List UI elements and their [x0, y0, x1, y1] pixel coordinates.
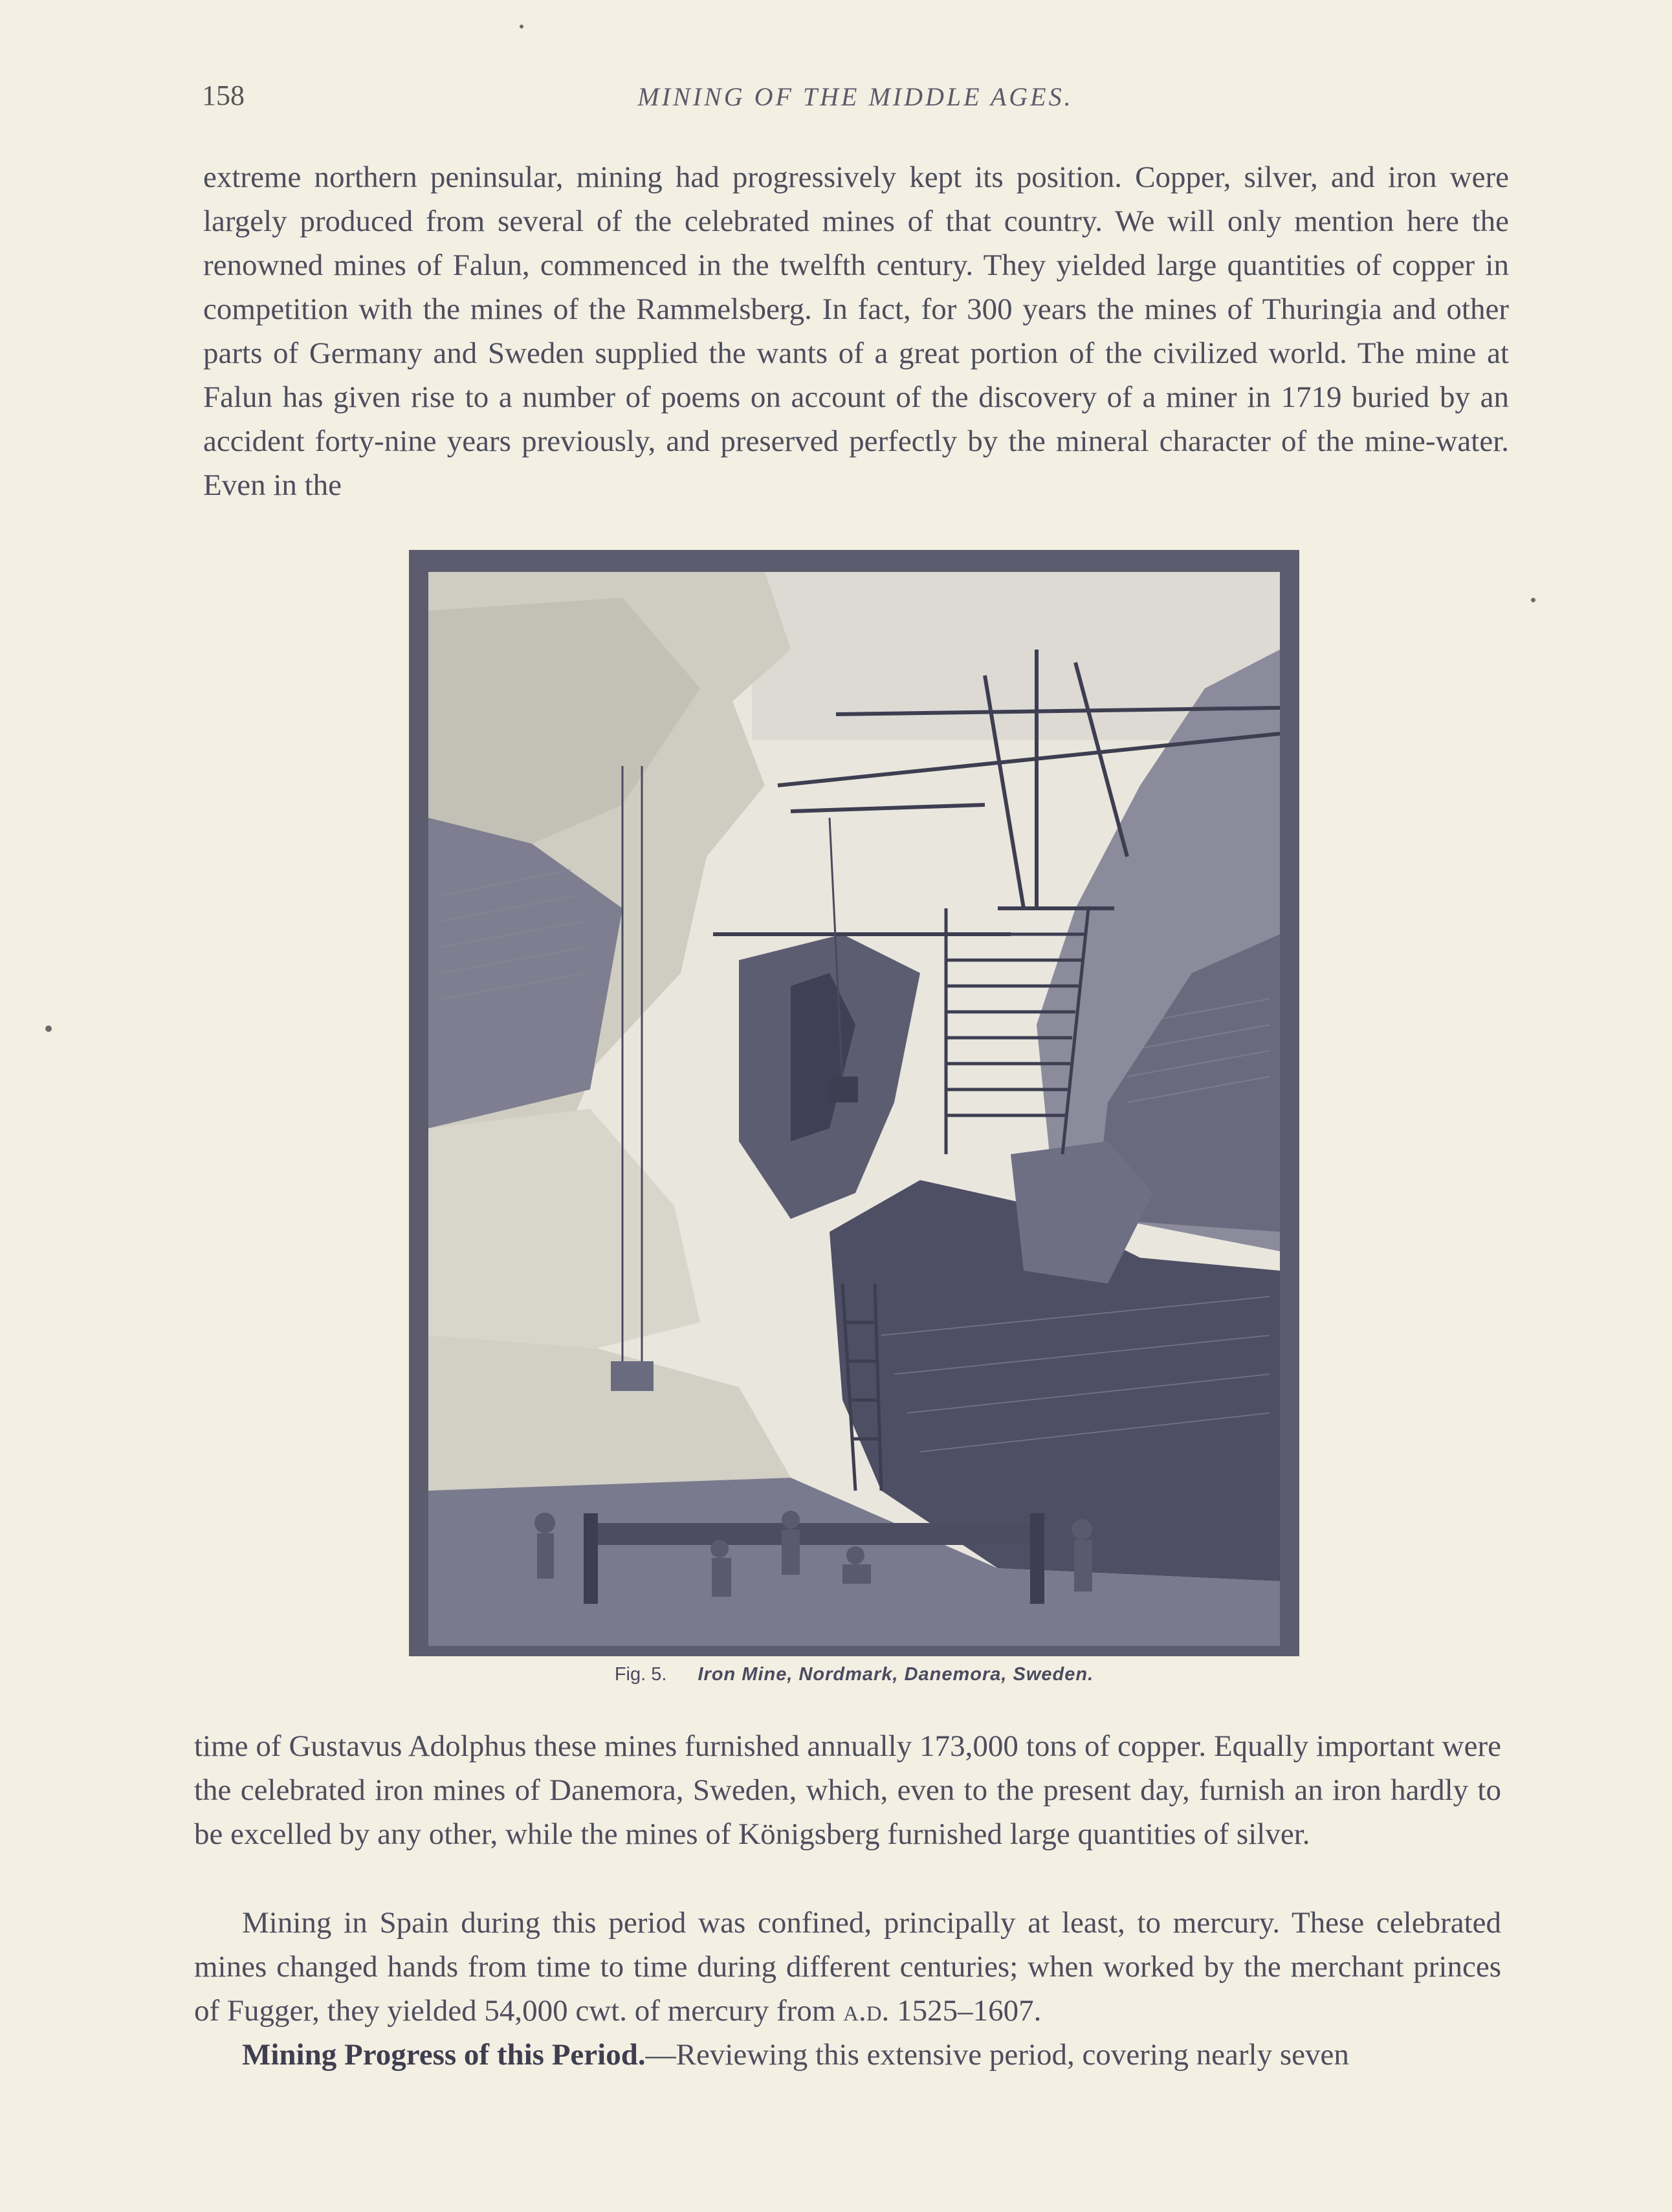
body-paragraph: extreme northern peninsular, mining had progressively kept its position. Copper, silver, and iron were largely produced from several of the celebrated mines of that country. We will only mention here the renowned mines of Falun, commenced in the twelfth century. They yielded large quantities of copper in competition with the mines of the Rammelsberg. In fact, for 300 years the mines of Thuringia and other parts of Germany and Sweden supplied the wants of a great portion of the civilized world. The mine at Falun has given rise to a number of poems on account of the discovery of a miner in 1719 buried by an accident forty-nine years previously, and preserved perfectly by the mineral character of the mine-water. Even in the — [203, 160, 1509, 502]
paragraph-text: —Reviewing this extensive period, covering nearly seven — [645, 2038, 1349, 2072]
engraving-illustration — [428, 572, 1280, 1646]
page-header — [202, 79, 1509, 124]
page-number: 158 — [202, 80, 245, 111]
run-in-heading: Mining Progress of this Period. — [242, 2038, 646, 2072]
iron-mine-engraving — [428, 572, 1280, 1646]
figure-label: Fig. 5. — [614, 1664, 667, 1685]
figure-caption — [409, 1664, 1299, 1685]
body-paragraph — [194, 2033, 1501, 2077]
paper-speck — [1531, 598, 1535, 602]
era-abbreviation: a.d. — [843, 1994, 890, 2028]
figure-title: Iron Mine, Nordmark, Danemora, Sweden. — [698, 1664, 1094, 1685]
body-paragraph — [194, 1901, 1501, 2033]
running-title: MINING OF THE MIDDLE AGES. — [637, 82, 1073, 111]
paragraph-text: Mining in Spain during this period was confined, principally at least, to mercury. These celebrated mines changed hands from time to time during different centuries; when worked by the merchant princes of Fugger, they yielded 54,000 cwt. of mercury from — [194, 1906, 1501, 2028]
engraving-figure — [409, 550, 1299, 1656]
paper-speck — [45, 1025, 52, 1032]
body-paragraph: time of Gustavus Adolphus these mines furnished annually 173,000 tons of copper. Equally important were the celebrated iron mines of Danemora, Sweden, which, even to the present day, furnish an iron hardly to be excelled by any other, while the mines of Königsberg furnished large quantities of silver. — [194, 1729, 1501, 1851]
paper-speck — [520, 25, 523, 28]
date-range: 1525–1607. — [897, 1994, 1042, 2028]
